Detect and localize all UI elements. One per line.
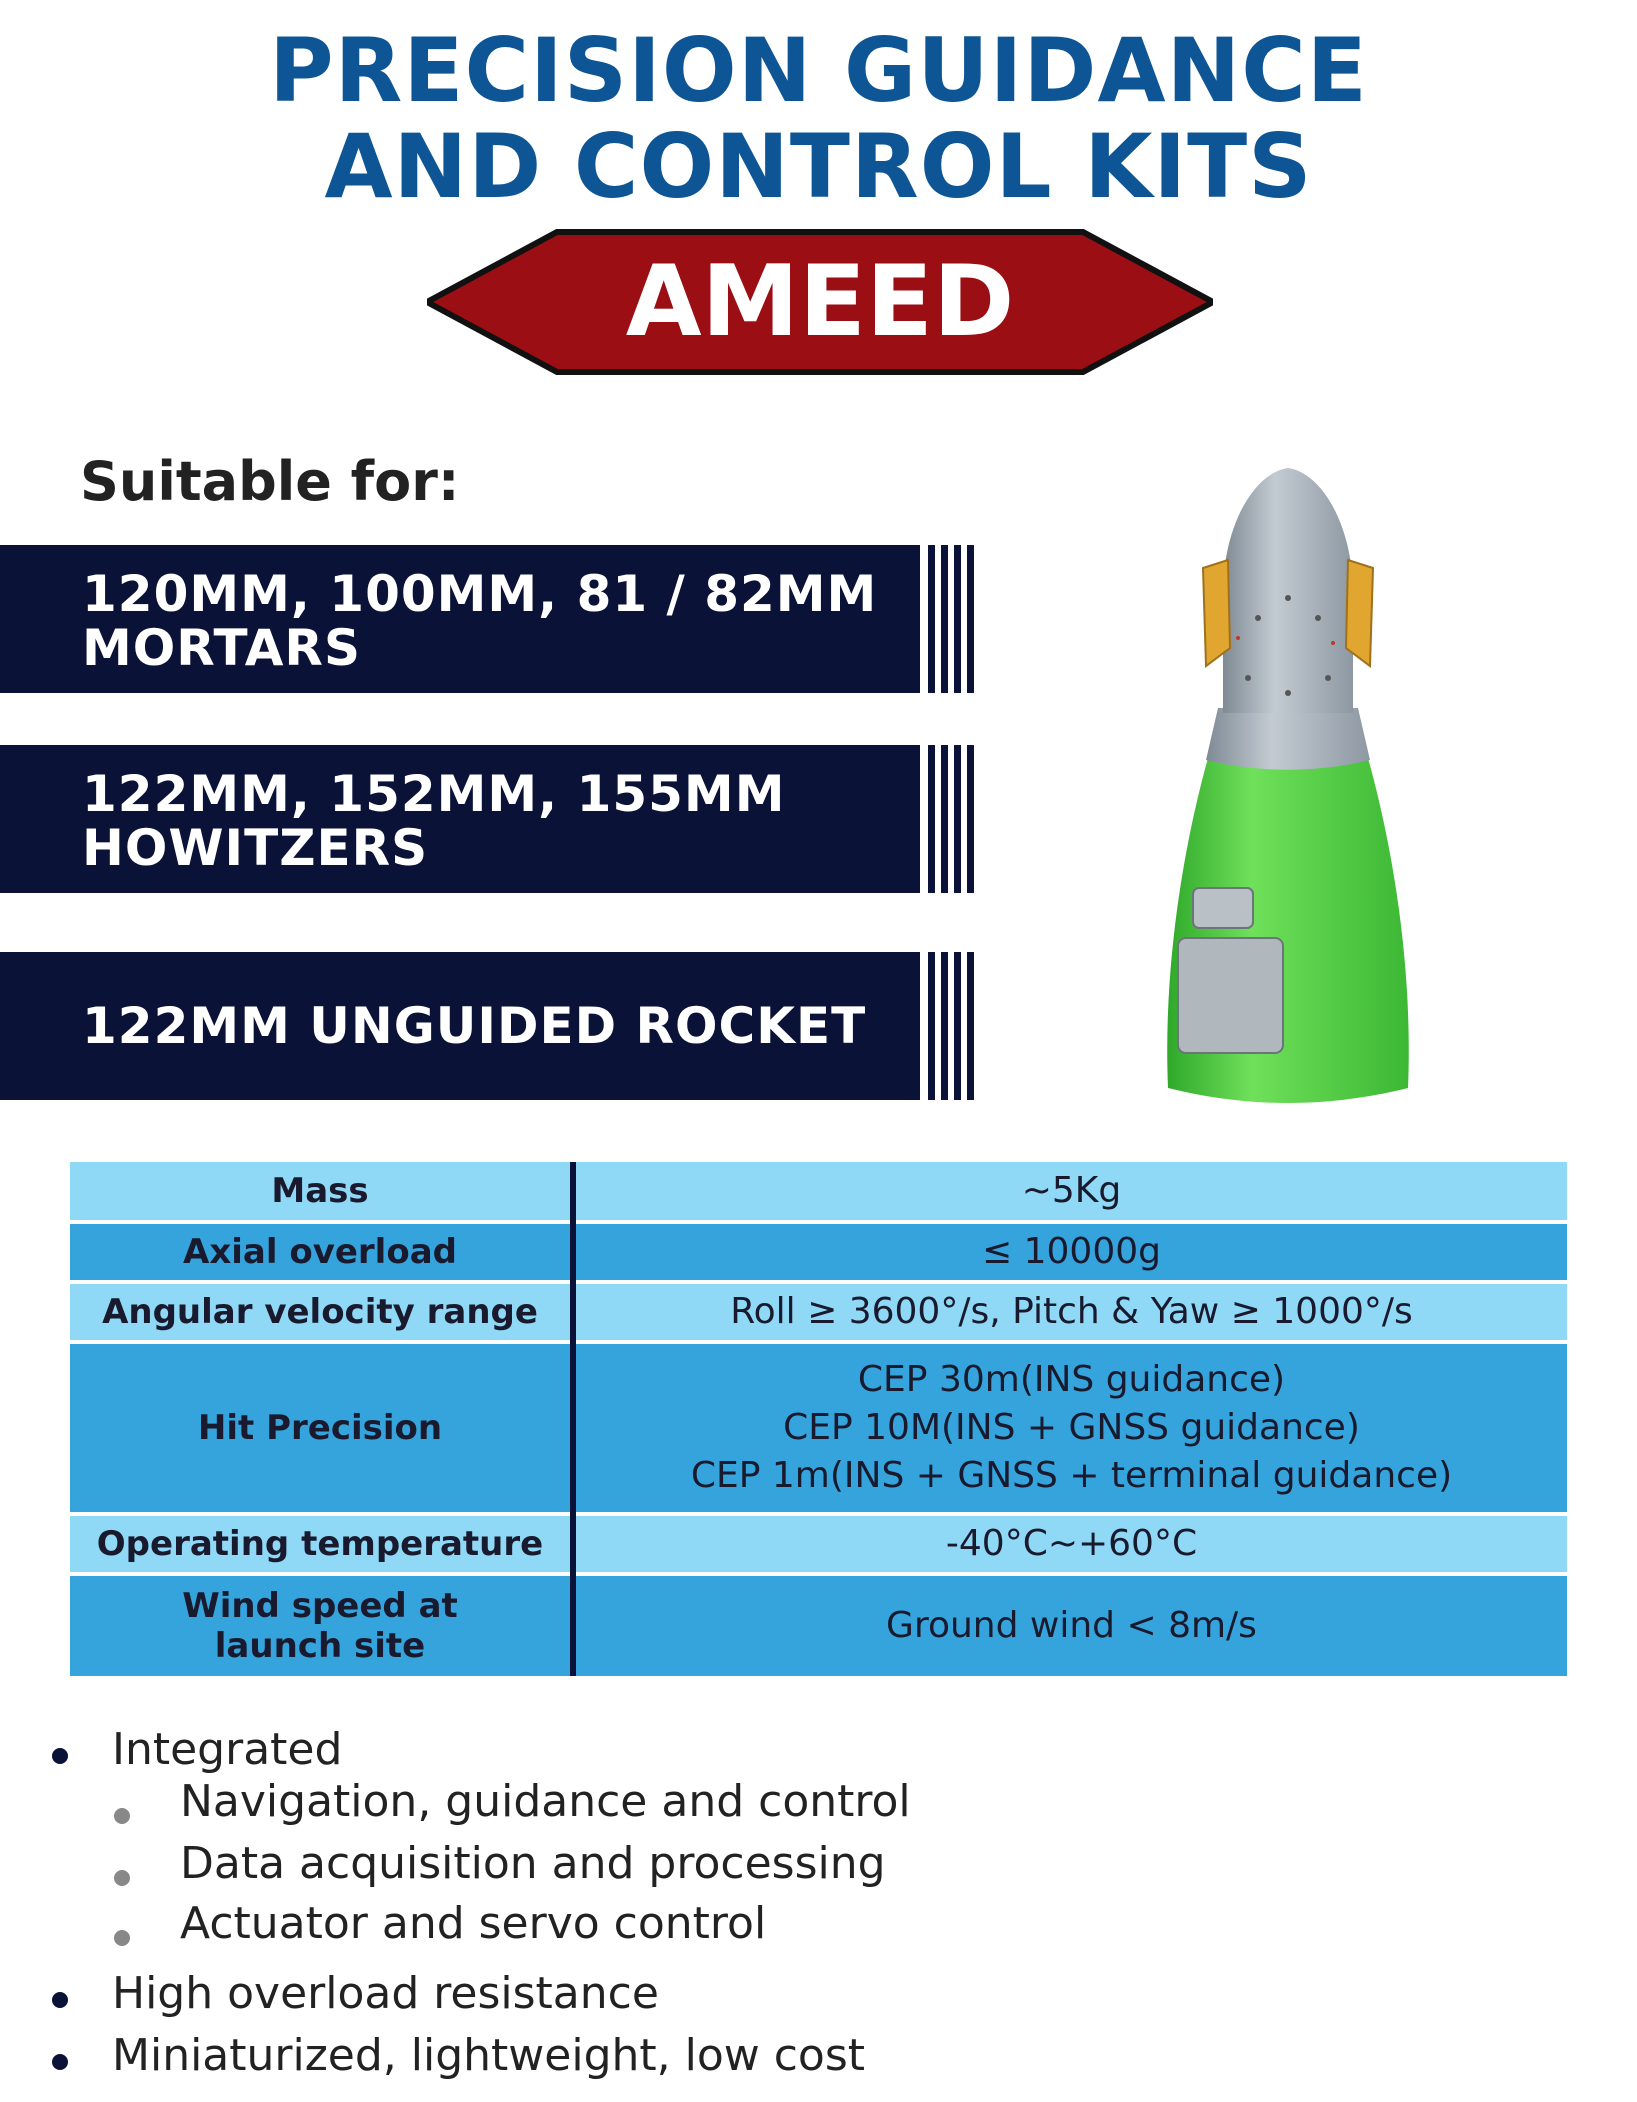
sub-bullet-dot (114, 1930, 130, 1946)
spec-value-line: CEP 1m(INS + GNSS + terminal guidance) (690, 1455, 1453, 1496)
spec-row-mass (70, 1162, 1567, 1222)
band-line: 122MM, 152MM, 155MM (82, 765, 786, 823)
suitable-heading: Suitable for: (80, 450, 460, 513)
suitable-band-mortars (0, 545, 975, 693)
spec-value-line: CEP 10M(INS + GNSS guidance) (783, 1407, 1360, 1448)
band-line: 120MM, 100MM, 81 / 82MM (82, 565, 878, 623)
spec-row-hit-precision (70, 1342, 1567, 1514)
band-line: HOWITZERS (82, 819, 429, 877)
band-line: 122MM UNGUIDED ROCKET (82, 997, 867, 1055)
spec-key: Hit Precision (70, 1342, 573, 1514)
spec-key (70, 1574, 573, 1676)
sub-bullet-dot (114, 1870, 130, 1886)
bullet-dot (52, 2054, 68, 2070)
bullet-dot (52, 1748, 68, 1764)
feature-miniaturized: Miniaturized, lightweight, low cost (112, 2030, 866, 2081)
title-line-1: PRECISION GUIDANCE (269, 19, 1368, 122)
spec-value: ~5Kg (573, 1162, 1567, 1222)
sub-bullet-dot (114, 1808, 130, 1824)
product-name: AMEED (625, 245, 1015, 359)
spec-value (573, 1342, 1567, 1514)
spec-table (70, 1162, 1567, 1676)
suitable-band-howitzers (0, 745, 975, 893)
spec-key: Axial overload (70, 1222, 573, 1282)
spec-value: Ground wind < 8m/s (573, 1574, 1567, 1676)
spec-key-line: Wind speed at (182, 1586, 458, 1626)
spec-value: Roll ≥ 3600°/s, Pitch & Yaw ≥ 1000°/s (573, 1282, 1567, 1342)
spec-key: Angular velocity range (70, 1282, 573, 1342)
title-line-2: AND CONTROL KITS (324, 115, 1313, 218)
spec-row-wind-speed (70, 1574, 1567, 1676)
band-line: MORTARS (82, 619, 361, 677)
spec-key: Mass (70, 1162, 573, 1222)
spec-row-angular-velocity (70, 1282, 1567, 1342)
spec-row-operating-temperature (70, 1514, 1567, 1574)
spec-row-axial-overload (70, 1222, 1567, 1282)
spec-value: -40°C~+60°C (573, 1514, 1567, 1574)
suitable-band-rocket (0, 952, 975, 1100)
feature-sub-item: Actuator and servo control (180, 1898, 767, 1949)
spec-key: Operating temperature (70, 1514, 573, 1574)
feature-sub-item: Data acquisition and processing (180, 1838, 886, 1889)
feature-high-overload: High overload resistance (112, 1968, 659, 2019)
spec-value-line: CEP 30m(INS guidance) (857, 1359, 1286, 1400)
bullet-dot (52, 1992, 68, 2008)
guidance-kit-image (1138, 468, 1438, 1108)
spec-key-line: launch site (214, 1626, 426, 1666)
feature-integrated: Integrated (112, 1724, 343, 1775)
feature-sub-item: Navigation, guidance and control (180, 1776, 911, 1827)
spec-value: ≤ 10000g (573, 1222, 1567, 1282)
